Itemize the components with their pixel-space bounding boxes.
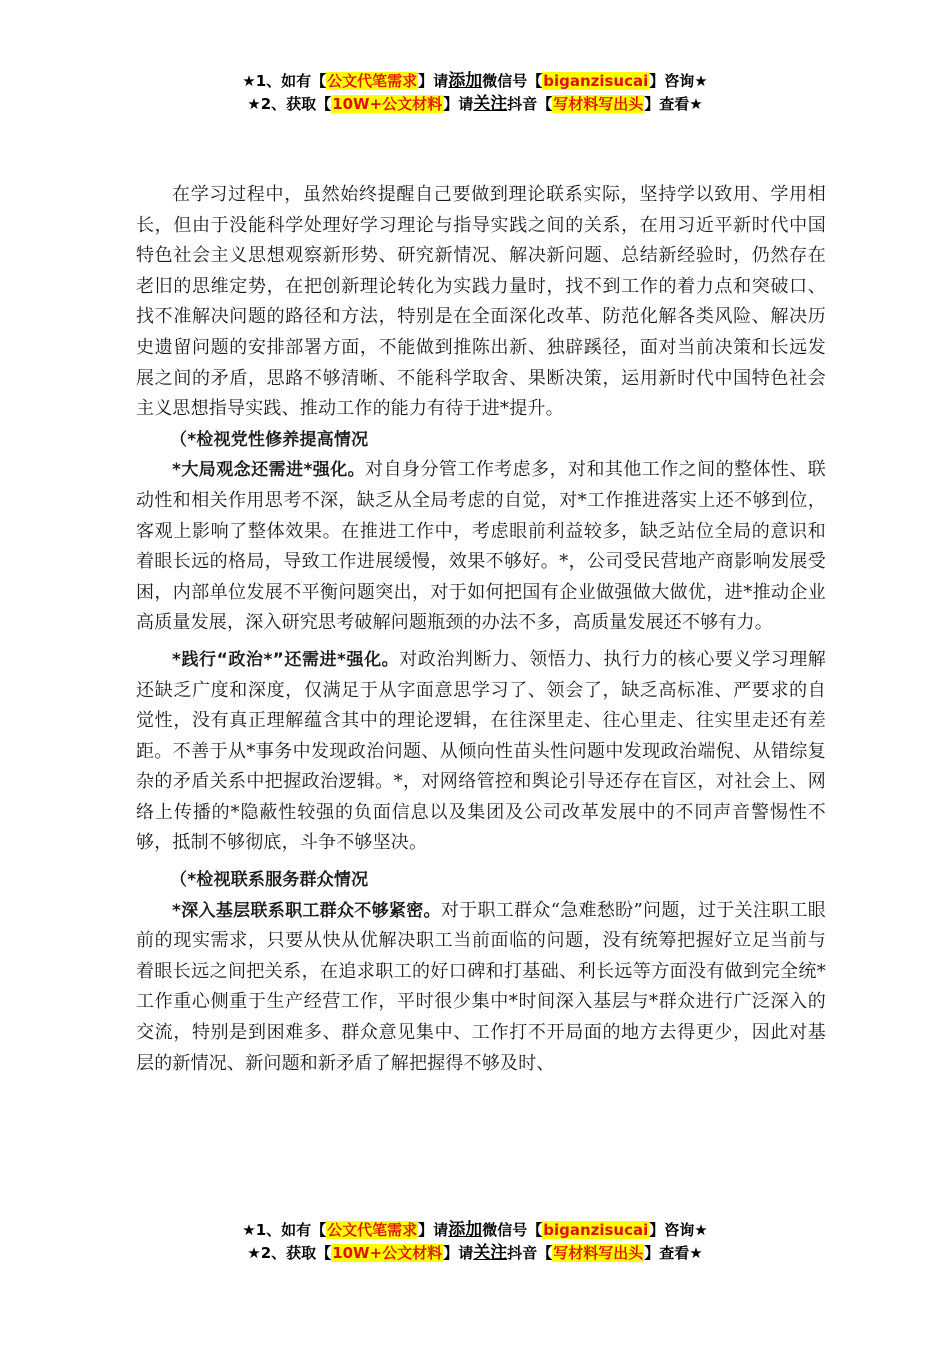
footer-highlight-materials: 10W+公文材料: [332, 1244, 443, 1262]
paragraph-4: *深入基层联系职工群众不够紧密。对于职工群众“急难愁盼”问题，过于关注职工眼前的现实需求，只要从快从优解决职工当前面临的问题，没有统筹把握好立足当前与着眼长远之间把关系，在追求职工的好口碑和打基础、利长远等方面没有做到完全统*工作重心侧重于生产经营工作，平时很少集中*时间深入基层与*群众进行广泛深入的交流，特别是到困难多、群众意见集中、工作打不开局面的地方去得更少，因此对基层的新情况、新问题和新矛盾了解把握得不够及时、: [136, 899, 827, 1074]
document-body: [136, 180, 826, 1079]
footer-highlight-service: 公文代笔需求: [327, 1221, 418, 1239]
footer-banner: [0, 1219, 950, 1265]
paragraph-2: *大局观念还需进*强化。对自身分管工作考虑多，对和其他工作之间的整体性、联动性和相关作用思考不深，缺乏从全局考虑的自觉，对*工作推进落实上还不够到位，客观上影响了整体效果。在推进工作中，考虑眼前利益较多，缺乏站位全局的意识和着眼长远的格局，导致工作进展缓慢，效果不够好。*，公司受民营地产商影响发展受困，内部单位发展不平衡问题突出，对于如何把国有企业做强做大做优，进*推动企业高质量发展，深入研究思考破解问题瓶颈的办法不多，高质量发展还不够有力。: [136, 459, 826, 634]
section-heading-serving-masses: （*检视联系服务群众情况: [170, 870, 369, 891]
highlight-materials: 10W+公文材料: [332, 95, 443, 113]
paragraph-3-lead: *践行“政治*”还需进*强化。: [172, 649, 400, 670]
banner-line-2: ★2、获取【10W+公文材料】请关注抖音【写材料写出头】查看★: [247, 94, 703, 114]
banner-line-1: ★1、如有【公文代笔需求】请添加微信号【biganzisucai】咨询★: [242, 71, 708, 91]
footer-highlight-wechat-id: biganzisucai: [543, 1221, 649, 1239]
paragraph-4-lead: *深入基层联系职工群众不够紧密。: [172, 900, 441, 921]
paragraph-3: *践行“政治*”还需进*强化。对政治判断力、领悟力、执行力的核心要义学习理解还缺乏广度和深度，仅满足于从字面意思学习了、领会了，缺乏高标准、严要求的自觉性，没有真正理解蕴含其中的理论逻辑，在往深里走、往心里走、往实里走还有差距。不善于从*事务中发现政治问题、从倾向性苗头性问题中发现政治端倪、从错综复杂的矛盾关系中把握政治逻辑。*，对网络管控和舆论引导还存在盲区，对社会上、网络上传播的*隐蔽性较强的负面信息以及集团及公司改革发展中的不同声音警惕性不够，抵制不够彻底，斗争不够坚决。: [136, 648, 826, 854]
highlight-service: 公文代笔需求: [327, 72, 418, 90]
highlight-wechat-id: biganzisucai: [543, 72, 649, 90]
section-heading-party-spirit: （*检视党性修养提高情况: [170, 429, 369, 450]
paragraph-1: 在学习过程中，虽然始终提醒自己要做到理论联系实际，坚持学以致用、学用相长，但由于没能科学处理好学习理论与指导实践之间的关系，在用习近平新时代中国特色社会主义思想观察新形势、研究新情况、解决新问题、总结新经验时，仍然存在老旧的思维定势，在把创新理论转化为实践力量时，找不到工作的着力点和突破口、找不准解决问题的路径和方法，特别是在全面深化改革、防范化解各类风险、解决历史遗留问题的安排部署方面，不能做到推陈出新、独辟蹊径，面对当前决策和长远发展之间的矛盾，思路不够清晰、不能科学取舍、果断决策，运用新时代中国特色社会主义思想指导实践、推动工作的能力有待于进*提升。: [136, 184, 826, 420]
paragraph-2-lead: *大局观念还需进*强化。: [172, 460, 366, 481]
footer-line-1: ★1、如有【公文代笔需求】请添加微信号【biganzisucai】咨询★: [242, 1220, 708, 1240]
header-banner: [0, 70, 950, 116]
highlight-douyin-id: 写材料写出头: [553, 95, 644, 113]
footer-line-2: ★2、获取【10W+公文材料】请关注抖音【写材料写出头】查看★: [247, 1243, 703, 1263]
footer-highlight-douyin-id: 写材料写出头: [553, 1244, 644, 1262]
